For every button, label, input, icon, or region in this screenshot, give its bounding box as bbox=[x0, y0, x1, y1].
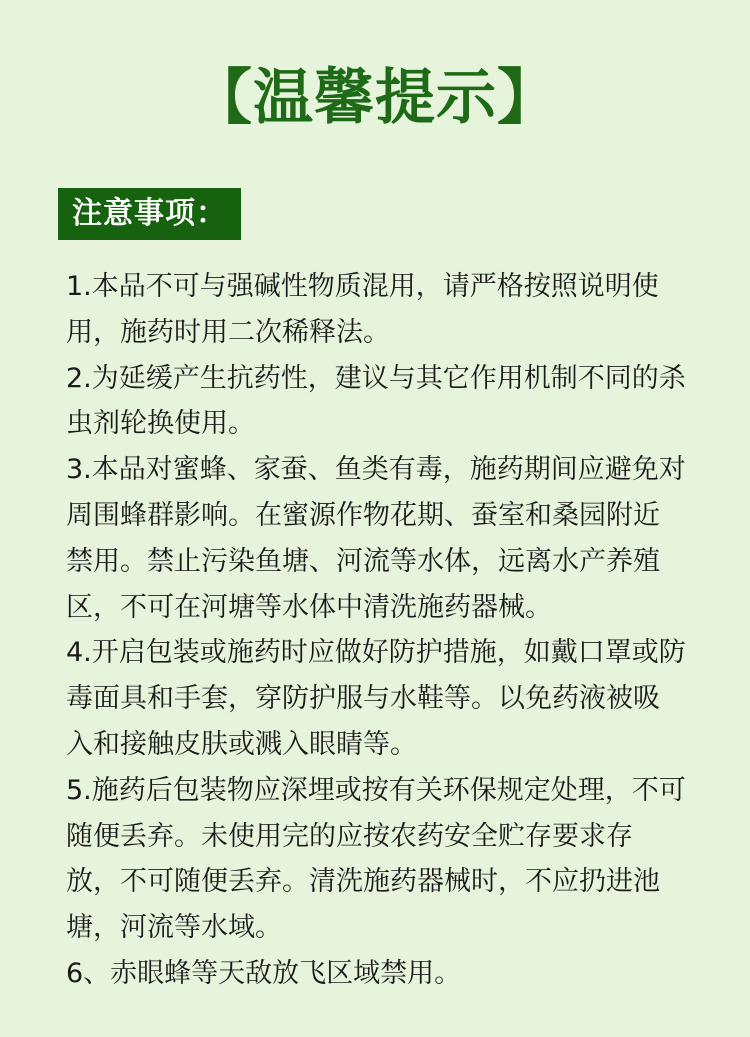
section-label-notes: 注意事项： bbox=[58, 188, 241, 240]
note-item-1: 1.本品不可与强碱性物质混用，请严格按照说明使用，施药时用二次稀释法。 bbox=[66, 271, 659, 348]
page-title: 【温馨提示】 bbox=[192, 63, 558, 133]
note-item-6: 6、赤眼蜂等天敌放飞区域禁用。 bbox=[66, 957, 462, 989]
note-item-4: 4.开启包装或施药时应做好防护措施，如戴口罩或防毒面具和手套，穿防护服与水鞋等。以免药液被吸入和接触皮肤或溅入眼睛等。 bbox=[66, 637, 686, 760]
notes-list bbox=[66, 264, 686, 997]
note-item-2: 2.为延缓产生抗药性，建议与其它作用机制不同的杀虫剂轮换使用。 bbox=[66, 362, 686, 440]
note-item-5: 5.施药后包装物应深埋或按有关环保规定处理，不可随便丢弃。未使用完的应按农药安全贮存要求存放，不可随便丢弃。清洗施药器械时，不应扔进池塘，河流等水域。 bbox=[66, 774, 686, 944]
note-item-3: 3.本品对蜜蜂、家蚕、鱼类有毒，施药期间应避免对周围蜂群影响。在蜜源作物花期、蚕室和桑园附近禁用。禁止污染鱼塘、河流等水体，远离水产养殖区，不可在河塘等水体中清洗施药器械。 bbox=[66, 454, 686, 623]
